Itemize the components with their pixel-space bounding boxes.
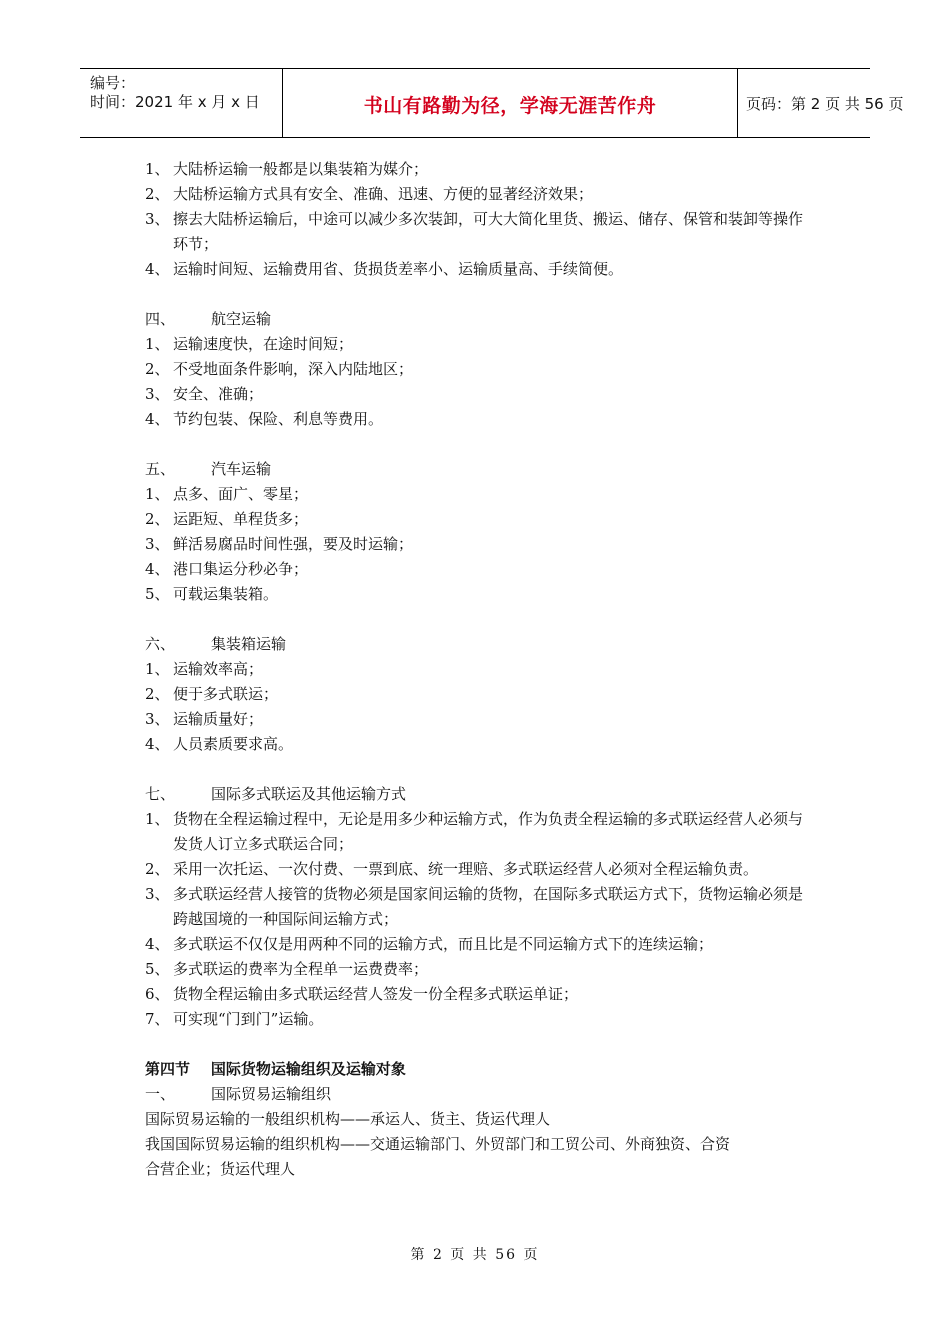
section-heading-multimodal: 七、 国际多式联运及其他运输方式 — [145, 785, 407, 803]
section-heading-air: 四、 航空运输 — [145, 310, 272, 328]
page-header — [80, 68, 904, 138]
list-item-number: 2、 — [145, 185, 170, 203]
list-item — [145, 707, 815, 732]
list-item-number: 4、 — [145, 260, 170, 278]
bridge-transport-list — [145, 157, 815, 282]
list-item-text: 采用一次托运、一次付费、一票到底、统一理赔、多式联运经营人必须对全程运输负责。 — [173, 860, 759, 878]
header-motto: 书山有路勤为径，学海无涯苦作舟 — [363, 95, 657, 117]
paragraph-china-organization-line2: 合营企业；货运代理人 — [145, 1160, 296, 1178]
list-item-text: 节约包装、保险、利息等费用。 — [173, 410, 384, 428]
list-item — [145, 182, 815, 207]
list-item-number: 4、 — [145, 935, 170, 953]
list-item-number: 2、 — [145, 510, 170, 528]
list-item-number: 5、 — [145, 960, 170, 978]
list-item-number: 3、 — [145, 385, 170, 403]
list-item — [145, 557, 815, 582]
subsection-heading-organization: 一、 国际贸易运输组织 — [145, 1085, 332, 1103]
list-item-text: 大陆桥运输一般都是以集装箱为媒介； — [173, 160, 429, 178]
list-item — [145, 157, 815, 182]
list-item-text: 多式联运不仅仅是用两种不同的运输方式，而且比是不同运输方式下的连续运输； — [173, 935, 714, 953]
road-transport-list — [145, 482, 815, 607]
list-item — [145, 982, 815, 1007]
page-footer: 第 2 页 共 56 页 — [410, 1247, 540, 1263]
list-item — [145, 582, 815, 607]
paragraph-general-organization: 国际贸易运输的一般组织机构——承运人、货主、货运代理人 — [145, 1110, 551, 1128]
document-number-label: 编号： — [90, 74, 136, 92]
document-time-label: 时间：2021 年 x 月 x 日 — [90, 93, 260, 111]
multimodal-transport-list — [145, 807, 815, 1032]
header-page-info: 页码：第 2 页 共 56 页 — [746, 95, 904, 113]
list-item-text: 安全、准确； — [173, 385, 264, 403]
header-meta-cell — [80, 69, 282, 137]
list-item-text: 港口集运分秒必争； — [173, 560, 309, 578]
list-item-text: 货物全程运输由多式联运经营人签发一份全程多式联运单证； — [173, 985, 579, 1003]
section-heading-container: 六、 集装箱运输 — [145, 635, 287, 653]
list-item — [145, 332, 815, 357]
list-item — [145, 657, 815, 682]
list-item-text: 货物在全程运输过程中，无论是用多少种运输方式，作为负责全程运输的多式联运经营人必须与发货人订立多式联运合同； — [173, 810, 804, 853]
list-item — [145, 207, 815, 257]
list-item-text: 便于多式联运； — [173, 685, 279, 703]
list-item-text: 可实现“门到门”运输。 — [173, 1010, 324, 1028]
list-item-number: 6、 — [145, 985, 170, 1003]
list-item — [145, 357, 815, 382]
list-item — [145, 257, 815, 282]
header-page-cell — [737, 69, 904, 137]
list-item-text: 多式联运的费率为全程单一运费费率； — [173, 960, 429, 978]
list-item-number: 3、 — [145, 210, 170, 228]
list-item-text: 鲜活易腐品时间性强，要及时运输； — [173, 535, 414, 553]
list-item-text: 不受地面条件影响，深入内陆地区； — [173, 360, 414, 378]
list-item-number: 1、 — [145, 335, 170, 353]
list-item-text: 运输时间短、运输费用省、货损货差率小、运输质量高、手续简便。 — [173, 260, 624, 278]
list-item-number: 1、 — [145, 160, 170, 178]
list-item-number: 3、 — [145, 535, 170, 553]
list-item-text: 可载运集装箱。 — [173, 585, 279, 603]
list-item-number: 1、 — [145, 660, 170, 678]
document-body — [145, 157, 815, 1182]
list-item — [145, 1007, 815, 1032]
list-item-text: 多式联运经营人接管的货物必须是国家间运输的货物，在国际多式联运方式下，货物运输必须是跨越国境的一种国际间运输方式； — [173, 885, 804, 928]
list-item-number: 1、 — [145, 810, 170, 828]
list-item-number: 2、 — [145, 860, 170, 878]
list-item-number: 1、 — [145, 485, 170, 503]
list-item — [145, 482, 815, 507]
list-item-number: 7、 — [145, 1010, 170, 1028]
section-heading-road: 五、 汽车运输 — [145, 460, 272, 478]
list-item-text: 运输效率高； — [173, 660, 264, 678]
list-item-number: 3、 — [145, 710, 170, 728]
list-item-number: 4、 — [145, 560, 170, 578]
list-item — [145, 807, 815, 857]
air-transport-list — [145, 332, 815, 432]
list-item — [145, 732, 815, 757]
list-item-text: 运输质量好； — [173, 710, 264, 728]
list-item-number: 4、 — [145, 410, 170, 428]
list-item-number: 4、 — [145, 735, 170, 753]
list-item-text: 运输速度快，在途时间短； — [173, 335, 354, 353]
paragraph-china-organization-line1: 我国国际贸易运输的组织机构——交通运输部门、外贸部门和工贸公司、外商独资、合资 — [145, 1135, 731, 1153]
list-item — [145, 507, 815, 532]
container-transport-list — [145, 657, 815, 757]
list-item-text: 擦去大陆桥运输后，中途可以减少多次装卸，可大大简化里货、搬运、储存、保管和装卸等操作环节； — [173, 210, 804, 253]
list-item — [145, 532, 815, 557]
list-item-number: 3、 — [145, 885, 170, 903]
list-item — [145, 682, 815, 707]
chapter-section-heading: 第四节 国际货物运输组织及运输对象 — [145, 1060, 406, 1078]
list-item-text: 点多、面广、零星； — [173, 485, 309, 503]
list-item — [145, 857, 815, 882]
list-item-text: 人员素质要求高。 — [173, 735, 294, 753]
list-item-number: 2、 — [145, 685, 170, 703]
list-item — [145, 382, 815, 407]
list-item — [145, 407, 815, 432]
list-item — [145, 957, 815, 982]
list-item-text: 运距短、单程货多； — [173, 510, 309, 528]
list-item-number: 2、 — [145, 360, 170, 378]
list-item — [145, 932, 815, 957]
list-item-number: 5、 — [145, 585, 170, 603]
list-item — [145, 882, 815, 932]
header-motto-cell — [282, 69, 738, 137]
list-item-text: 大陆桥运输方式具有安全、准确、迅速、方便的显著经济效果； — [173, 185, 594, 203]
